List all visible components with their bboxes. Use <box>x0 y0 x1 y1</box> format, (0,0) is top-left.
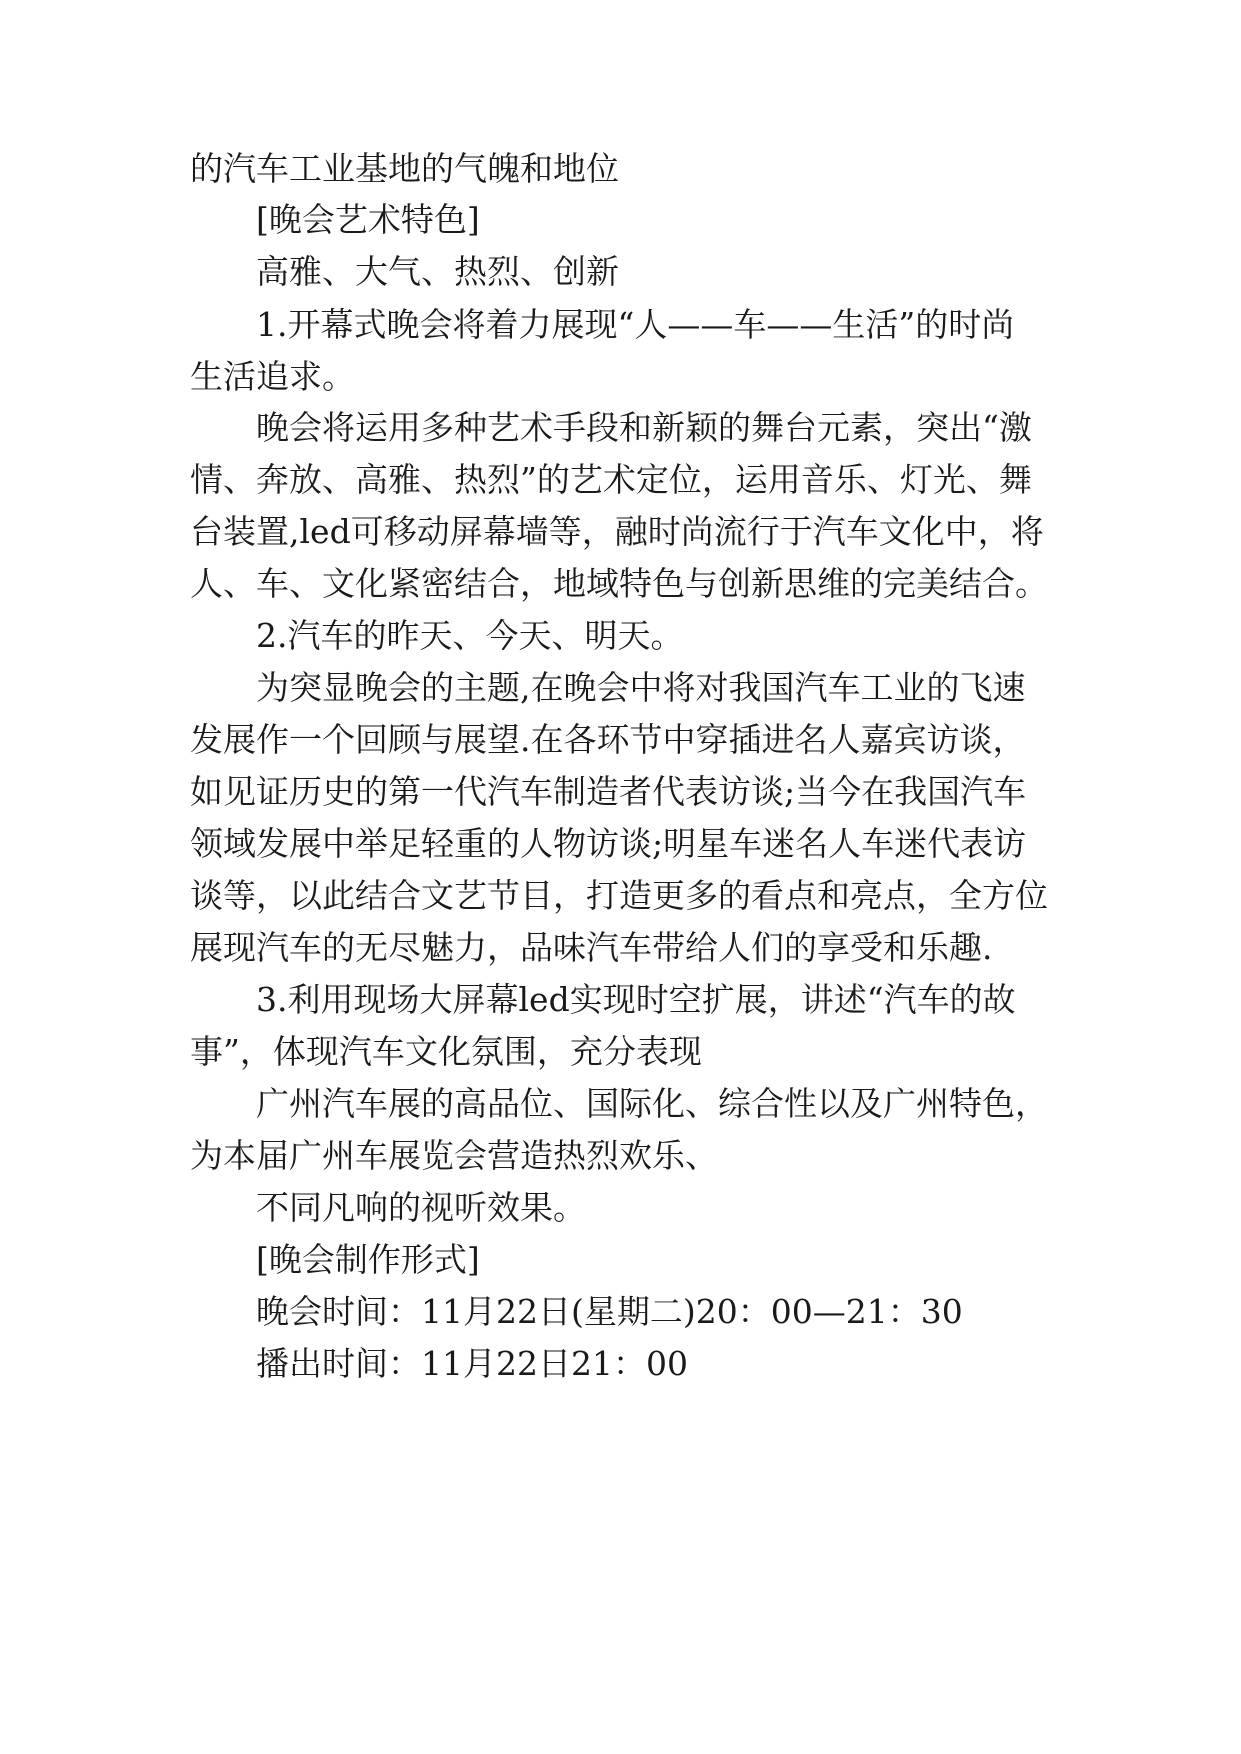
schedule-line: 晚会时间：11月22日(星期二)20：00—21：30 <box>256 1292 963 1331</box>
text-line: 发展作一个回顾与展望.在各环节中穿插进名人嘉宾访谈， <box>190 720 1026 759</box>
list-item-heading: 3.利用现场大屏幕led实现时空扩展，讲述“汽车的故 <box>256 980 1016 1019</box>
paragraph-line: 晚会将运用多种艺术手段和新颖的舞台元素，突出“激 <box>256 408 1032 447</box>
text-line: 谈等，以此结合文艺节目，打造更多的看点和亮点，全方位 <box>190 876 1048 915</box>
paragraph-line: 为突显晚会的主题,在晚会中将对我国汽车工业的飞速 <box>256 668 1026 707</box>
paragraph-line: 广州汽车展的高品位、国际化、综合性以及广州特色， <box>256 1084 1048 1123</box>
text-line: 展现汽车的无尽魅力，品味汽车带给人们的享受和乐趣. <box>190 928 993 967</box>
text-line: 情、奔放、高雅、热烈”的艺术定位，运用音乐、灯光、舞 <box>190 460 1032 499</box>
text-line: 生活追求。 <box>190 357 355 396</box>
text-line: 为本届广州车展览会营造热烈欢乐、 <box>190 1136 718 1175</box>
text-line: 的汽车工业基地的气魄和地位 <box>190 149 619 188</box>
list-item-heading: 2.汽车的昨天、今天、明天。 <box>256 616 684 655</box>
section-heading: [晚会艺术特色] <box>256 200 480 239</box>
paragraph-line: 不同凡响的视听效果。 <box>256 1188 586 1227</box>
section-heading: [晚会制作形式] <box>256 1240 480 1279</box>
list-item-heading: 1.开幕式晚会将着力展现“人——车——生活”的时尚 <box>256 305 1015 344</box>
text-line: 人、车、文化紧密结合，地域特色与创新思维的完美结合。 <box>190 564 1048 603</box>
text-line: 如见证历史的第一代汽车制造者代表访谈;当今在我国汽车 <box>190 772 1027 811</box>
text-line: 领域发展中举足轻重的人物访谈;明星车迷名人车迷代表访 <box>190 824 1027 863</box>
text-line: 事”，体现汽车文化氛围，充分表现 <box>190 1032 702 1071</box>
text-line: 高雅、大气、热烈、创新 <box>256 252 619 291</box>
text-line: 台装置,led可移动屏幕墙等，融时尚流行于汽车文化中，将 <box>190 512 1044 551</box>
schedule-line: 播出时间：11月22日21：00 <box>256 1344 688 1383</box>
